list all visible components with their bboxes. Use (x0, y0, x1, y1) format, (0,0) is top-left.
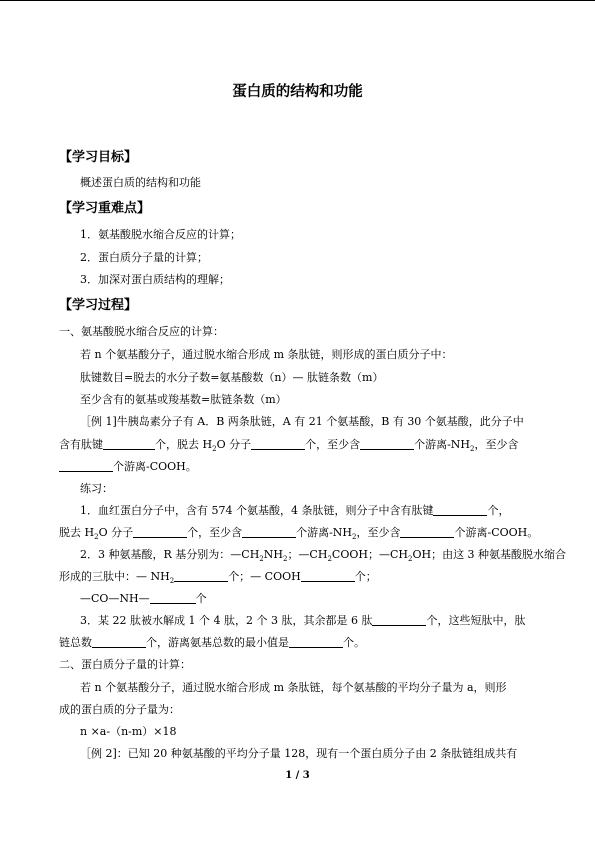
formula-molecular-weight: n ×a-（n-m）×18 (80, 725, 177, 738)
blank[interactable] (360, 437, 414, 450)
part2-heading: 二、蛋白质分子量的计算： (59, 658, 191, 671)
question-1-line-2: 脱去 $H_2O$ 分子 个，至少含 个游离$-NH_2$，至少含 个游离-COOH。 (59, 526, 539, 542)
blank[interactable] (103, 437, 155, 450)
goals-text: 概述蛋白质的结构和功能 (80, 176, 201, 189)
part1-intro: 若 n 个氨基酸分子，通过脱水缩合形成 m 条肽链，则形成的蛋白质分子中： (80, 348, 453, 361)
blank[interactable] (133, 525, 187, 538)
part2-intro-line-1: 若 n 个氨基酸分子，通过脱水缩合形成 m 条肽链，每个氨基酸的平均分子量为 a，则形 (80, 681, 507, 694)
blank[interactable] (433, 503, 487, 516)
blank[interactable] (150, 591, 196, 604)
page-number: 1 / 3 (285, 770, 310, 781)
part2-intro-line-2: 成的蛋白质的分子量为： (59, 703, 180, 716)
question-1-line-1: 1．血红蛋白分子中，含有 574 个氨基酸，4 条肽链，则分子中含有肽键 个， (80, 504, 510, 517)
question-2-line-2: 形成的三肽中：— $NH_2$ 个；— COOH 个； (59, 570, 377, 586)
difficult-item-2: 2．蛋白质分子量的计算； (80, 251, 208, 264)
section-process: 【学习过程】 (59, 298, 138, 313)
example-1-line-1: ［例 1]牛胰岛素分子有 A．B 两条肽链，A 有 21 个氨基酸，B 有 30 个氨基酸，此分子中 (80, 415, 524, 428)
example-2-line-1: ［例 2]：已知 20 种氨基酸的平均分子量 128，现有一个蛋白质分子由 2 条肽链组成共有 (80, 747, 518, 760)
practice-label: 练习： (80, 482, 113, 495)
formula-peptide-bonds: 肽键数目=脱去的水分子数=氨基酸数（n）— 肽链条数（m） (80, 371, 384, 384)
question-2-line-1: 2．3 种氨基酸，R 基分别为：$—CH_2NH_2$；$—CH_2COOH$；$—CH_2OH$；由这 3 种氨基酸脱水缩合 (80, 548, 567, 564)
page-title: 蛋白质的结构和功能 (232, 84, 363, 100)
blank[interactable] (289, 635, 343, 648)
example-1-line-2: 含有肽键 个，脱去 $H_2O$ 分子 个，至少含 个游离$-NH_2$，至少含 (59, 438, 519, 454)
blank[interactable] (59, 459, 113, 472)
top-rule (0, 0, 595, 1)
blank[interactable] (92, 635, 146, 648)
blank[interactable] (174, 569, 228, 582)
blank[interactable] (242, 525, 296, 538)
example-1-line-3: 个游离-COOH。 (59, 459, 197, 475)
blank[interactable] (372, 613, 426, 626)
section-goals: 【学习目标】 (59, 150, 138, 165)
question-3-line-1: 3．某 22 肽被水解成 1 个 4 肽，2 个 3 肽，其余都是 6 肽 个，这些短肽中，肽 (80, 614, 526, 627)
difficult-item-3: 3．加深对蛋白质结构的理解； (80, 273, 230, 286)
blank[interactable] (251, 437, 305, 450)
blank[interactable] (301, 569, 355, 582)
part1-heading: 一、氨基酸脱水缩合反应的计算： (59, 325, 224, 338)
difficult-item-1: 1．氨基酸脱水缩合反应的计算； (80, 228, 241, 241)
blank[interactable] (400, 525, 454, 538)
question-2-line-3: —CO—NH— 个 (80, 592, 207, 605)
question-3-line-2: 链总数 个，游离氨基总数的最小值是 个。 (59, 636, 365, 649)
formula-min-groups: 至少含有的氨基或羧基数=肽链条数（m） (80, 393, 287, 406)
section-difficult: 【学习重难点】 (59, 201, 151, 216)
